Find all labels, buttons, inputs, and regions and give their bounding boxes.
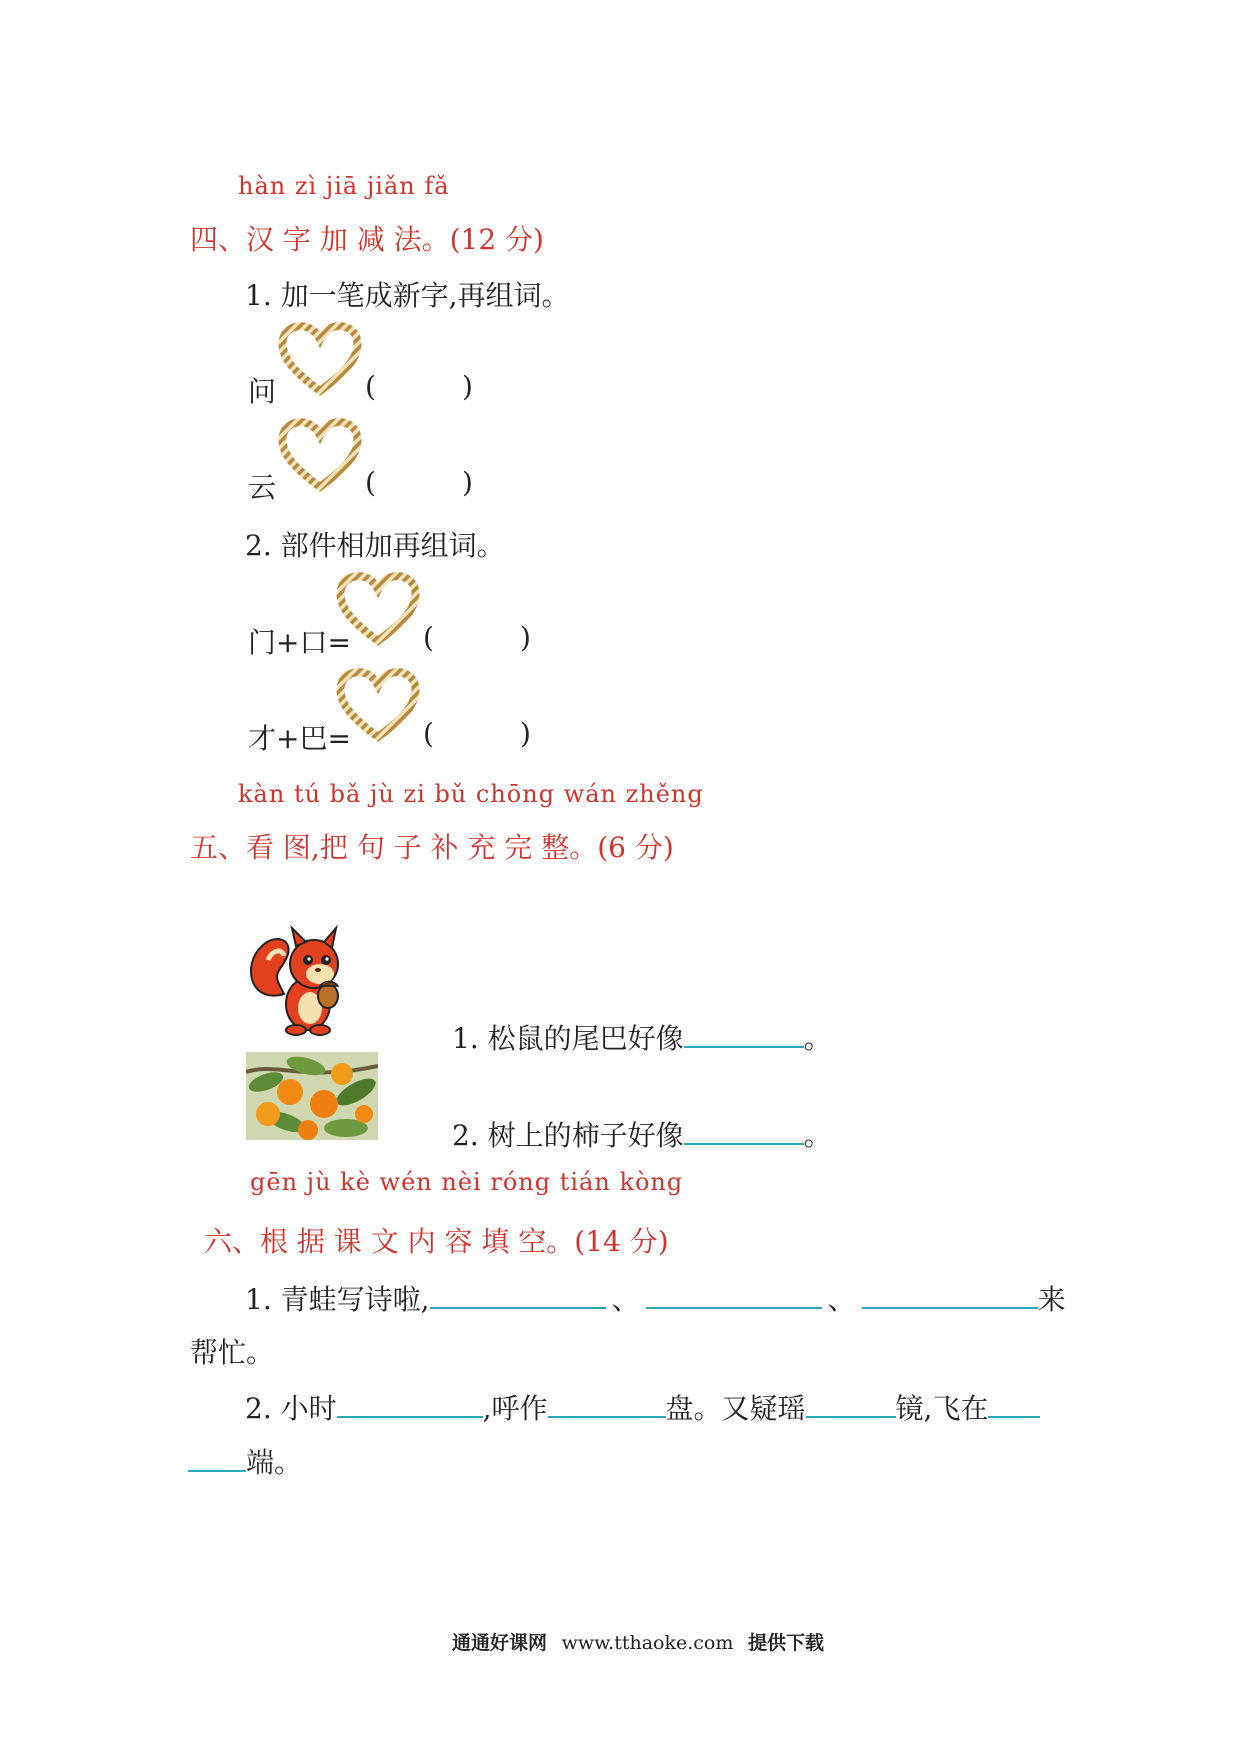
char-wen: 问 bbox=[248, 375, 277, 408]
q2-prefix: 2. 小时 bbox=[245, 1392, 337, 1425]
heart-blank-3[interactable] bbox=[332, 568, 424, 648]
q2-end: 端。 bbox=[246, 1446, 303, 1479]
section5-pinyin: kàn tú bǎ jù zi bǔ chōng wán zhěng bbox=[238, 780, 704, 808]
section5-heading: 五、看 图,把 句 子 补 充 完 整。(6 分) bbox=[190, 831, 674, 864]
q1-prefix: 1. 青蛙写诗啦, bbox=[245, 1283, 430, 1316]
paren-close-1: ) bbox=[462, 370, 473, 403]
paren-open-1: ( bbox=[365, 370, 376, 403]
section5-s1 bbox=[452, 1016, 832, 1057]
heart-blank-1[interactable] bbox=[274, 318, 366, 398]
paren-open-4: ( bbox=[423, 717, 434, 750]
q2-part-b: 盘。又疑瑶 bbox=[665, 1392, 806, 1425]
paren-open-2: ( bbox=[365, 466, 376, 499]
q2-blank-3[interactable] bbox=[806, 1386, 896, 1418]
section6-q2-line2 bbox=[188, 1440, 302, 1481]
s1-suffix: 。 bbox=[803, 1022, 832, 1055]
q1-blank-2[interactable] bbox=[646, 1277, 822, 1309]
paren-close-3: ) bbox=[520, 621, 531, 654]
section6-q2 bbox=[245, 1386, 1040, 1427]
q2-blank-1[interactable] bbox=[337, 1386, 483, 1418]
footer-tail: 提供下载 bbox=[748, 1632, 825, 1654]
sum-cai-ba: 才+巴= bbox=[248, 722, 351, 755]
q1-blank-3[interactable] bbox=[862, 1277, 1038, 1309]
section6-q1 bbox=[245, 1277, 1066, 1318]
heart-blank-4[interactable] bbox=[332, 664, 424, 744]
section4-q2: 2. 部件相加再组词。 bbox=[245, 529, 505, 562]
q1-blank-1[interactable] bbox=[430, 1277, 606, 1309]
s2-prefix: 2. 树上的柿子好像 bbox=[452, 1119, 684, 1152]
sum-men-kou: 门+口= bbox=[248, 626, 351, 659]
q1-sep-1: 、 bbox=[611, 1283, 640, 1316]
s1-blank[interactable] bbox=[684, 1016, 804, 1048]
section4-pinyin: hàn zì jiā jiǎn fǎ bbox=[238, 172, 450, 200]
paren-close-2: ) bbox=[462, 466, 473, 499]
footer-url[interactable]: www.tthaoke.com bbox=[561, 1632, 734, 1654]
q1-suffix: 来 bbox=[1037, 1283, 1066, 1316]
q2-part-a: ,呼作 bbox=[482, 1392, 548, 1425]
q2-blank-4a[interactable] bbox=[988, 1386, 1040, 1418]
section6-pinyin: gēn jù kè wén nèi róng tián kòng bbox=[250, 1168, 684, 1196]
s2-suffix: 。 bbox=[803, 1119, 832, 1152]
heart-blank-2[interactable] bbox=[274, 414, 366, 494]
s2-blank[interactable] bbox=[684, 1113, 804, 1145]
footer-site: 通通好课网 bbox=[452, 1632, 548, 1654]
paren-close-4: ) bbox=[520, 717, 531, 750]
q2-blank-2[interactable] bbox=[548, 1386, 666, 1418]
paren-open-3: ( bbox=[423, 621, 434, 654]
section6-q1-line2: 帮忙。 bbox=[190, 1336, 275, 1369]
q2-blank-4b[interactable] bbox=[188, 1440, 246, 1472]
s1-prefix: 1. 松鼠的尾巴好像 bbox=[452, 1022, 684, 1055]
section4-q1: 1. 加一笔成新字,再组词。 bbox=[245, 279, 570, 312]
persimmon-photo bbox=[246, 1052, 378, 1140]
q2-part-c: 镜,飞在 bbox=[895, 1392, 989, 1425]
q1-sep-2: 、 bbox=[827, 1283, 856, 1316]
footer bbox=[452, 1628, 824, 1655]
section5-s2 bbox=[452, 1113, 832, 1154]
section4-heading: 四、汉 字 加 减 法。(12 分) bbox=[190, 223, 544, 256]
char-yun: 云 bbox=[248, 471, 277, 504]
section6-heading: 六、根 据 课 文 内 容 填 空。(14 分) bbox=[204, 1225, 669, 1258]
squirrel-image bbox=[244, 924, 366, 1042]
